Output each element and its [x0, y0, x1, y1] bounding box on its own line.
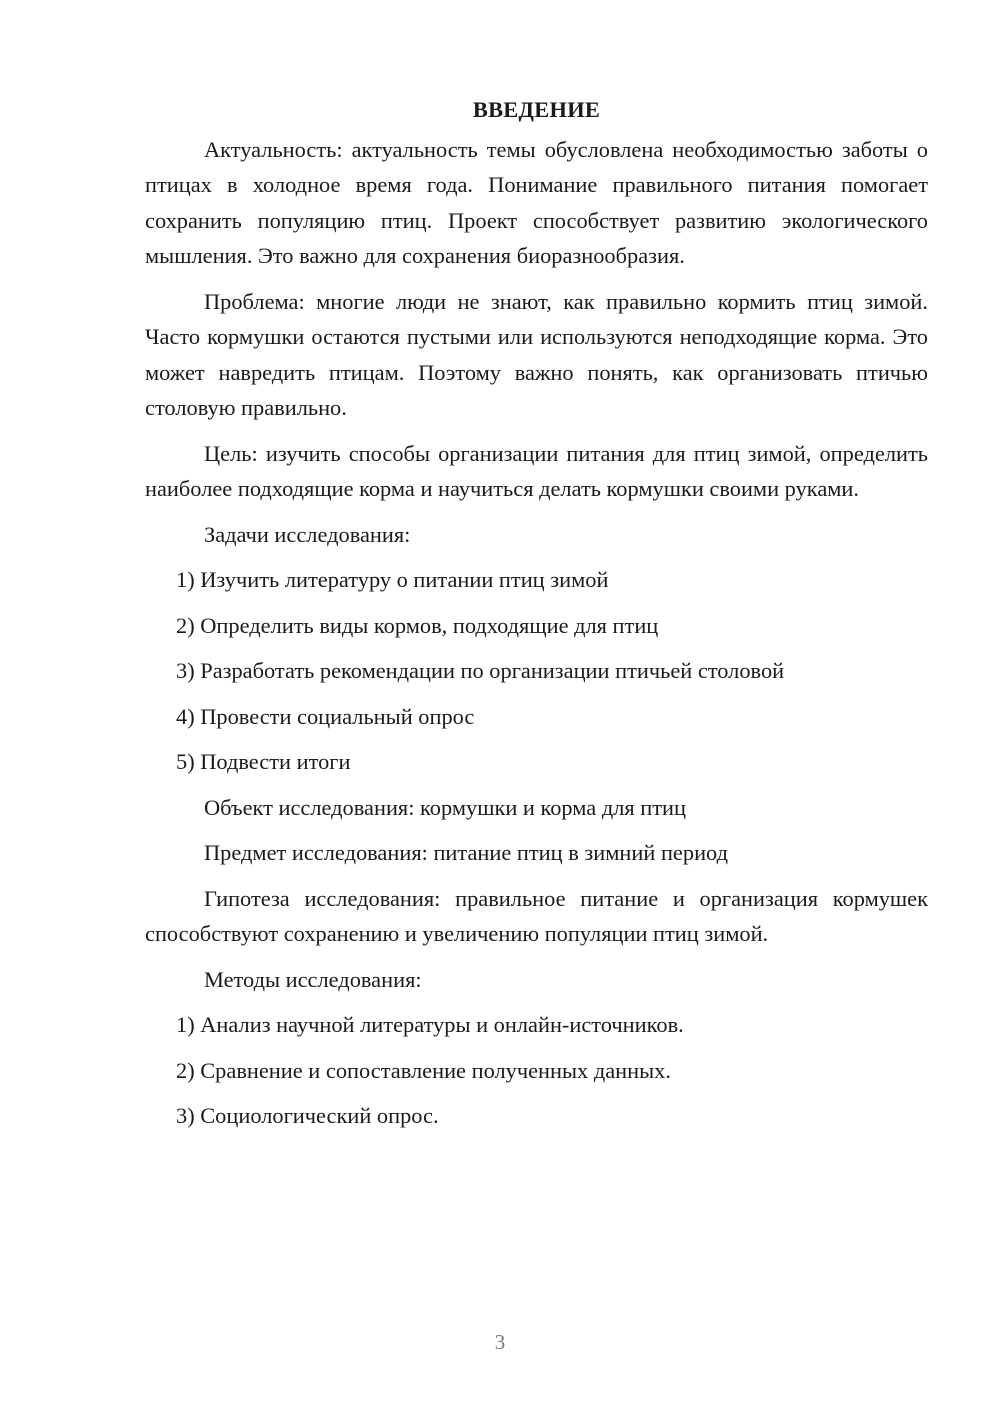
- goal-paragraph: Цель: изучить способы организации питания для птиц зимой, определить наиболее подходящие корма и научиться делать кормушки своими руками.: [145, 440, 928, 501]
- section-title: ВВЕДЕНИЕ: [472, 97, 601, 122]
- task-item-3: 3) Разработать рекомендации по организации птичьей столовой: [176, 658, 785, 683]
- method-item-1: 1) Анализ научной литературы и онлайн-источников.: [176, 1012, 684, 1037]
- method-item-3: 3) Социологический опрос.: [176, 1103, 439, 1128]
- task-item-1: 1) Изучить литературу о питании птиц зимой: [176, 567, 609, 592]
- problem-paragraph: Проблема: многие люди не знают, как правильно кормить птиц зимой. Часто кормушки остаются пустыми или используются неподходящие корма. Это может навредить птицам. Поэтому важно понять, как организовать птичью столовую правильно.: [145, 288, 928, 420]
- task-item-2: 2) Определить виды кормов, подходящие для птиц: [176, 612, 659, 638]
- task-item-4: 4) Провести социальный опрос: [176, 703, 475, 729]
- hypothesis-paragraph: Гипотеза исследования: правильное питание и организация кормушек способствуют сохранению и увеличению популяции птиц зимой.: [145, 885, 928, 946]
- document-page: [145, 92, 928, 1144]
- research-object: Объект исследования: кормушки и корма для птиц: [204, 794, 687, 820]
- research-subject: Предмет исследования: питание птиц в зимний период: [204, 840, 728, 865]
- method-item-2: 2) Сравнение и сопоставление полученных данных.: [176, 1057, 671, 1083]
- tasks-heading: Задачи исследования:: [204, 521, 411, 547]
- methods-heading: Методы исследования:: [204, 966, 422, 992]
- relevance-paragraph: Актуальность: актуальность темы обусловлена необходимостью заботы о птицах в холодное время года. Понимание правильного питания помогает сохранить популяцию птиц. Проект способствует развитию экологического мышления. Это важно для сохранения биоразнообразия.: [145, 136, 928, 268]
- task-item-5: 5) Подвести итоги: [176, 749, 351, 774]
- page-number: 3: [494, 1330, 506, 1354]
